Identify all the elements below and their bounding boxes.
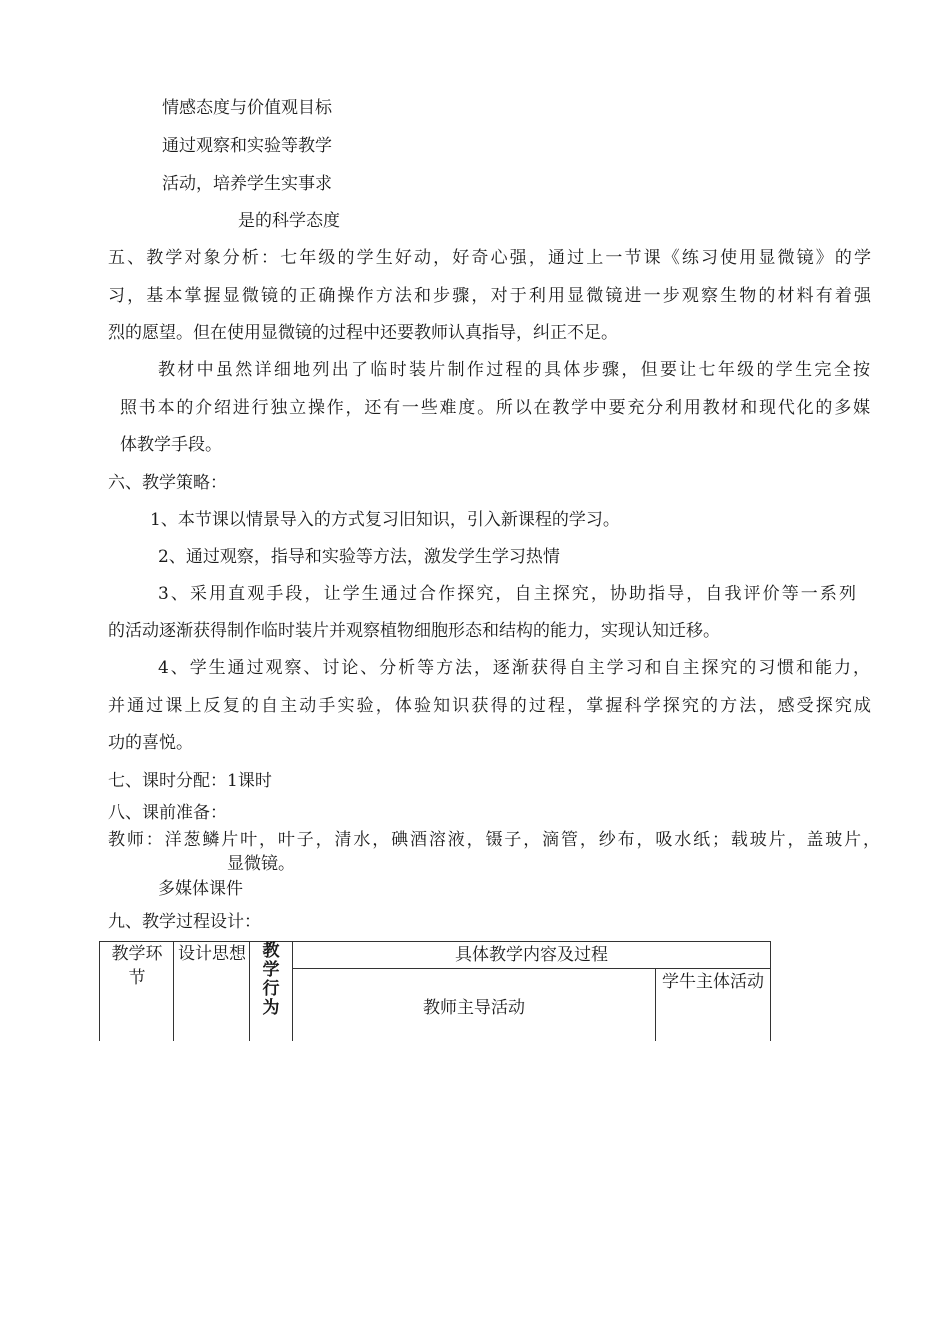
table-border-right: [770, 941, 771, 1041]
table-header-design-idea: 设计思想: [178, 944, 246, 964]
section5-line-2: 习，基本掌握显微镜的正确操作方法和步骤，对于利用显微镜进一步观察生物的材料有着强: [108, 286, 871, 306]
section7-heading: 七、课时分配：1课时: [108, 771, 272, 791]
table-header-teaching-behavior-char-3: 行: [262, 979, 280, 999]
table-header-teaching-behavior-char-4: 为: [262, 998, 280, 1018]
table-header-teacher-activity: 教师主导活动: [423, 998, 525, 1018]
section5-line-3: 烈的愿望。但在使用显微镜的过程中还要教师认真指导，纠正不足。: [108, 323, 618, 343]
affective-goal-title: 情感态度与价值观目标: [162, 98, 332, 118]
table-header-teaching-behavior: [251, 942, 291, 1018]
section6-heading: 六、教学策略：: [108, 473, 227, 493]
section5-heading: 五、教学对象分析：七年级的学生好动，好奇心强，通过上一节课《练习使用显微镜》的学: [108, 248, 871, 268]
section6-item-4-line-1: 4、学生通过观察、讨论、分析等方法，逐渐获得自主学习和自主探究的习惯和能力，: [158, 658, 870, 678]
section6-item-4-line-2: 并通过课上反复的自主动手实验，体验知识获得的过程，掌握科学探究的方法，感受探究成: [108, 696, 871, 716]
section5-para2-line-3: 体教学手段。: [120, 435, 222, 455]
table-header-stage: 教学环节: [111, 944, 163, 988]
table-header-student-activity: 学牛主体活动: [662, 972, 764, 992]
table-divider-1: [173, 941, 174, 1041]
section8-teacher-line-2: 显微镜。: [227, 854, 295, 874]
section6-item-3-line-1: 3、采用直观手段，让学生通过合作探究，自主探究，协助指导，自我评价等一系列: [158, 584, 856, 604]
section6-item-3-line-2: 的活动逐渐获得制作临时装片并观察植物细胞形态和结构的能力，实现认知迁移。: [108, 621, 720, 641]
table-border-middle: [292, 968, 771, 969]
table-header-teaching-behavior-char-1: 教: [262, 941, 280, 961]
affective-goal-line-1: 通过观察和实验等教学: [162, 136, 332, 156]
table-divider-2: [249, 941, 250, 1041]
section6-item-4-line-3: 功的喜悦。: [108, 733, 193, 753]
section8-multimedia: 多媒体课件: [158, 879, 243, 899]
section8-teacher-line-1: 教师：洋葱鳞片叶，叶子，清水，碘酒溶液，镊子，滴管，纱布，吸水纸；载玻片，盖玻片，: [108, 830, 880, 850]
table-divider-4: [655, 968, 656, 1041]
table-header-teaching-behavior-char-2: 学: [262, 960, 280, 980]
section5-para2-line-2: 照书本的介绍进行独立操作，还有一些难度。所以在教学中要充分利用教材和现代化的多媒: [120, 398, 870, 418]
section5-para2-line-1: 教材中虽然详细地列出了临时装片制作过程的具体步骤，但要让七年级的学生完全按: [158, 360, 870, 380]
table-border-left: [99, 941, 100, 1041]
table-header-content-process: 具体教学内容及过程: [455, 945, 608, 965]
section9-heading: 九、教学过程设计：: [108, 912, 261, 932]
affective-goal-line-2: 活动，培养学生实事求: [162, 174, 332, 194]
section8-heading: 八、课前准备：: [108, 803, 227, 823]
affective-goal-line-3: 是的科学态度: [238, 211, 340, 231]
section6-item-2: 2、通过观察，指导和实验等方法，激发学生学习热情: [158, 547, 560, 567]
section6-item-1: 1、本节课以情景导入的方式复习旧知识，引入新课程的学习。: [150, 510, 620, 530]
